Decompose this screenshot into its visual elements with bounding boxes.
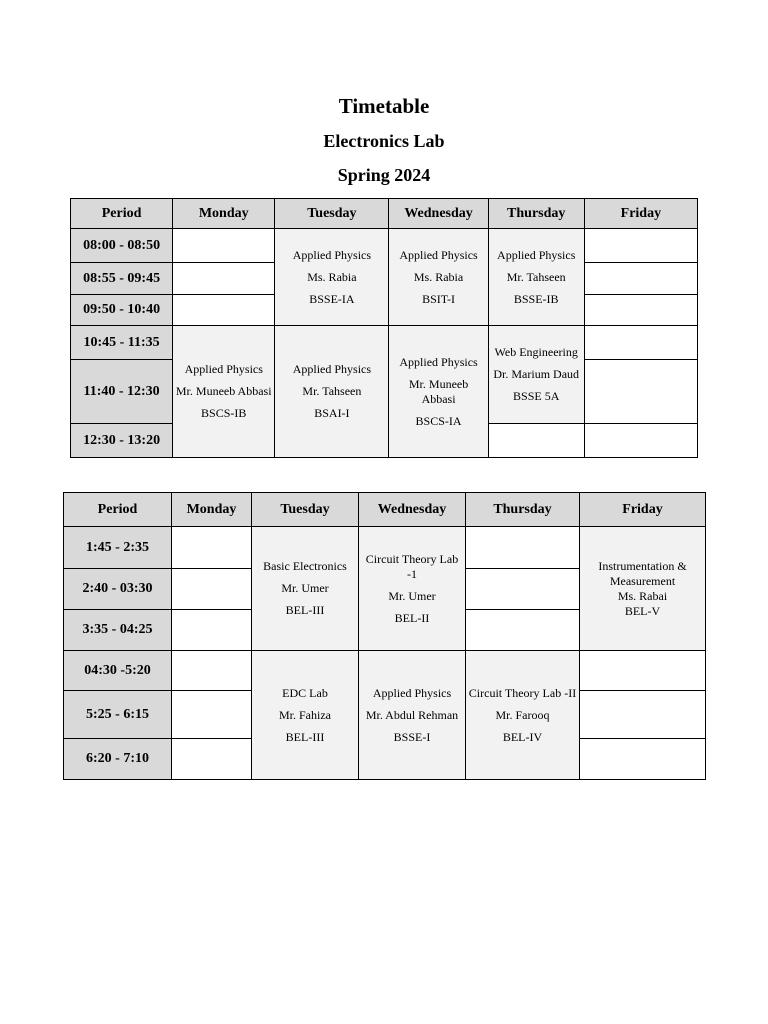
- course-name: Applied Physics: [184, 362, 263, 376]
- empty-slot: [172, 739, 252, 780]
- section-name: BEL-V: [624, 603, 661, 618]
- table-row: [64, 527, 706, 569]
- empty-slot: [584, 229, 697, 263]
- empty-slot: [580, 651, 706, 691]
- col-thursday: Thursday: [466, 493, 580, 527]
- empty-slot: [172, 527, 252, 569]
- afternoon-timetable: [63, 492, 706, 780]
- col-monday: Monday: [172, 493, 252, 527]
- col-wednesday: Wednesday: [389, 199, 488, 229]
- teacher-name: Mr. Fahiza: [279, 707, 331, 722]
- teacher-name: Mr. Farooq: [495, 707, 550, 722]
- header-row: [71, 199, 698, 229]
- section-name: BEL-III: [285, 603, 325, 617]
- col-monday: Monday: [173, 199, 275, 229]
- teacher-name: Mr. Muneeb Abbasi: [408, 376, 469, 406]
- section-name: BSSE-I: [393, 729, 431, 744]
- course-name: Instrumentation & Measurement: [598, 558, 687, 588]
- section-name: BSSE 5A: [513, 389, 560, 403]
- teacher-name: Ms. Rabia: [413, 269, 464, 284]
- table-row: [64, 651, 706, 691]
- empty-slot: [584, 424, 697, 458]
- morning-timetable: [70, 198, 698, 458]
- col-friday: Friday: [580, 493, 706, 527]
- section-name: BEL-III: [285, 729, 325, 744]
- empty-slot: [466, 610, 580, 651]
- class-cell: [252, 527, 359, 651]
- teacher-name: Mr. Muneeb Abbasi: [175, 384, 272, 398]
- section-name: BEL-II: [394, 610, 430, 625]
- col-period: Period: [64, 493, 172, 527]
- section-name: BSSE-IA: [309, 291, 355, 306]
- col-friday: Friday: [584, 199, 697, 229]
- section-name: BSCS-IB: [201, 406, 247, 420]
- teacher-name: Mr. Tahseen: [506, 269, 566, 284]
- course-name: Circuit Theory Lab -1: [365, 551, 459, 581]
- course-name: Applied Physics: [497, 247, 576, 262]
- class-cell: [488, 229, 584, 326]
- empty-slot: [580, 739, 706, 780]
- empty-slot: [172, 691, 252, 739]
- empty-slot: [172, 569, 252, 610]
- period-cell: 3:35 - 04:25: [64, 610, 172, 651]
- class-cell: [275, 326, 389, 458]
- empty-slot: [173, 229, 275, 263]
- empty-slot: [580, 691, 706, 739]
- empty-slot: [173, 263, 275, 295]
- course-name: Basic Electronics: [263, 559, 347, 573]
- class-cell: [488, 326, 584, 424]
- class-cell: [580, 527, 706, 651]
- course-name: Web Engineering: [494, 345, 578, 359]
- empty-slot: [173, 295, 275, 326]
- teacher-name: Ms. Rabia: [307, 269, 357, 284]
- empty-slot: [466, 569, 580, 610]
- empty-slot: [584, 326, 697, 360]
- period-cell: 1:45 - 2:35: [64, 527, 172, 569]
- period-cell: 08:55 - 09:45: [71, 263, 173, 295]
- class-cell: [252, 651, 359, 780]
- teacher-name: Mr. Tahseen: [302, 384, 362, 398]
- teacher-name: Mr. Umer: [388, 588, 436, 603]
- period-cell: 12:30 - 13:20: [71, 424, 173, 458]
- col-period: Period: [71, 199, 173, 229]
- period-cell: 08:00 - 08:50: [71, 229, 173, 263]
- course-name: EDC Lab: [282, 685, 328, 700]
- empty-slot: [584, 360, 697, 424]
- col-wednesday: Wednesday: [359, 493, 466, 527]
- course-name: Applied Physics: [292, 247, 372, 262]
- table-row: [71, 229, 698, 263]
- section-name: BEL-IV: [502, 729, 543, 744]
- class-cell: [173, 326, 275, 458]
- empty-slot: [584, 295, 697, 326]
- empty-slot: [466, 527, 580, 569]
- period-cell: 09:50 - 10:40: [71, 295, 173, 326]
- section-name: BSAI-I: [314, 406, 350, 420]
- header-row: [64, 493, 706, 527]
- course-name: Applied Physics: [372, 685, 452, 700]
- course-name: Applied Physics: [399, 354, 478, 369]
- period-cell: 6:20 - 7:10: [64, 739, 172, 780]
- period-cell: 10:45 - 11:35: [71, 326, 173, 360]
- empty-slot: [584, 263, 697, 295]
- course-name: Applied Physics: [399, 247, 478, 262]
- period-cell: 5:25 - 6:15: [64, 691, 172, 739]
- class-cell: [389, 326, 488, 458]
- teacher-name: Mr. Umer: [281, 581, 329, 595]
- class-cell: [466, 651, 580, 780]
- teacher-name: Ms. Rabai: [617, 588, 668, 603]
- teacher-name: Mr. Abdul Rehman: [365, 707, 459, 722]
- course-name: Circuit Theory Lab -II: [468, 685, 577, 700]
- period-cell: 2:40 - 03:30: [64, 569, 172, 610]
- empty-slot: [172, 610, 252, 651]
- section-name: BSCS-IA: [415, 413, 462, 428]
- empty-slot: [172, 651, 252, 691]
- lab-name: Electronics Lab: [323, 131, 445, 151]
- page-title: Timetable: [338, 94, 430, 118]
- class-cell: [359, 651, 466, 780]
- col-tuesday: Tuesday: [252, 493, 359, 527]
- class-cell: [359, 527, 466, 651]
- empty-slot: [488, 424, 584, 458]
- class-cell: [389, 229, 488, 326]
- col-tuesday: Tuesday: [275, 199, 389, 229]
- col-thursday: Thursday: [488, 199, 584, 229]
- period-cell: 04:30 -5:20: [64, 651, 172, 691]
- class-cell: [275, 229, 389, 326]
- period-cell: 11:40 - 12:30: [71, 360, 173, 424]
- teacher-name: Dr. Marium Daud: [493, 367, 580, 381]
- term-label: Spring 2024: [337, 165, 431, 185]
- section-name: BSSE-IB: [513, 291, 559, 306]
- section-name: BSIT-I: [422, 291, 456, 306]
- course-name: Applied Physics: [292, 362, 372, 376]
- table-row: [71, 326, 698, 360]
